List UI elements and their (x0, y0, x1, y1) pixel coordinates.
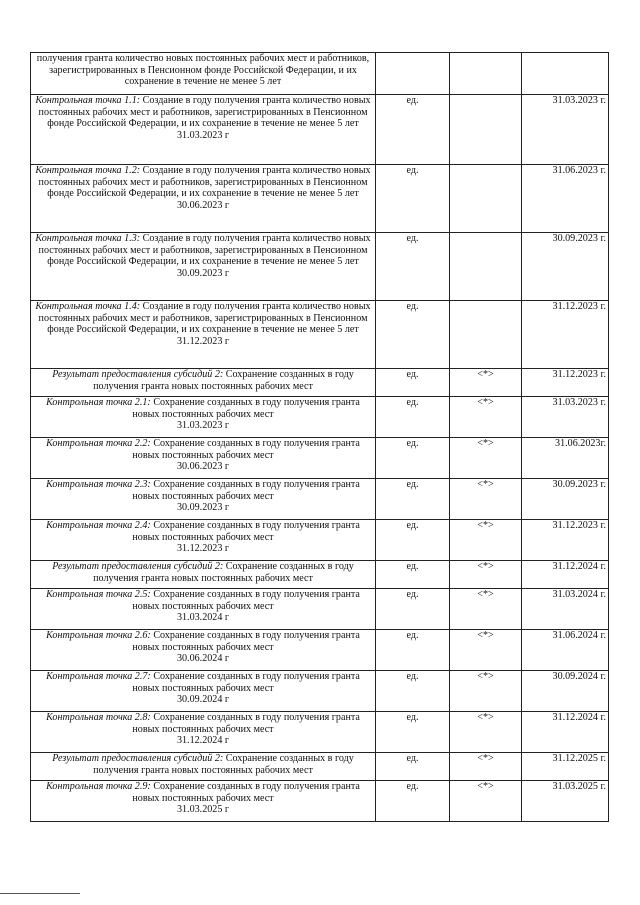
row-date: 31.03.2024 г. (522, 589, 609, 630)
row-label: Контрольная точка 2.5: (46, 589, 151, 600)
table-row (31, 712, 609, 753)
row-unit (376, 53, 450, 95)
row-text: Сохранение созданных в году получения гранта новых постоянных рабочих мест (132, 397, 360, 420)
row-text: Сохранение созданных в году получения гранта новых постоянных рабочих мест (132, 589, 360, 612)
row-value: <*> (450, 369, 522, 397)
row-deadline: 31.03.2025 г (176, 804, 230, 816)
row-unit: ед. (376, 479, 450, 520)
row-description (31, 438, 376, 479)
table-row (31, 589, 609, 630)
row-unit: ед. (376, 301, 450, 369)
table-row (31, 397, 609, 438)
row-description (31, 369, 376, 397)
indicators-table (30, 52, 609, 822)
row-date: 31.03.2025 г. (522, 781, 609, 822)
row-unit: ед. (376, 520, 450, 561)
row-date: 30.09.2023 г. (522, 233, 609, 301)
row-deadline: 31.12.2023 г (176, 335, 230, 347)
row-value: <*> (450, 438, 522, 479)
row-deadline: 30.09.2023 г (176, 267, 230, 279)
row-deadline: 31.03.2023 г (176, 420, 230, 432)
row-value: <*> (450, 630, 522, 671)
table-row (31, 671, 609, 712)
row-date: 31.12.2023 г. (522, 301, 609, 369)
table-row (31, 165, 609, 233)
table-row (31, 520, 609, 561)
row-text: Сохранение созданных в году получения гранта новых постоянных рабочих мест (132, 479, 360, 502)
row-text: Сохранение созданных в году получения гранта новых постоянных рабочих мест (132, 438, 360, 461)
row-date: 31.12.2024 г. (522, 712, 609, 753)
row-value: <*> (450, 671, 522, 712)
row-date: 31.12.2024 г. (522, 561, 609, 589)
row-unit: ед. (376, 438, 450, 479)
row-label: Результат предоставления субсидий 2: (52, 561, 224, 572)
row-date: 30.09.2024 г. (522, 671, 609, 712)
row-value (450, 233, 522, 301)
row-date: 31.12.2025 г. (522, 753, 609, 781)
row-date: 31.06.2024 г. (522, 630, 609, 671)
row-value: <*> (450, 479, 522, 520)
row-label: Контрольная точка 2.6: (46, 630, 151, 641)
row-date: 31.12.2023 г. (522, 369, 609, 397)
table-row (31, 53, 609, 95)
row-date: 30.09.2023 г. (522, 479, 609, 520)
row-text: Создание в году получения гранта количество новых постоянных рабочих мест и работников, зарегистрированных в Пенсионном фонде Российской Федерации, и их сохранение в течение не менее 5 лет (38, 233, 371, 268)
row-text: Создание в году получения гранта количество новых постоянных рабочих мест и работников, зарегистрированных в Пенсионном фонде Российской Федерации, и их сохранение в течение не менее 5 лет (38, 95, 371, 130)
table-body (31, 53, 609, 822)
row-description (31, 561, 376, 589)
row-deadline: 30.09.2023 г (176, 502, 230, 514)
row-text: Создание в году получения гранта количество новых постоянных рабочих мест и работников, зарегистрированных в Пенсионном фонде Российской Федерации, и их сохранение в течение не менее 5 лет (38, 301, 371, 336)
row-unit: ед. (376, 630, 450, 671)
table-row (31, 95, 609, 165)
row-description (31, 520, 376, 561)
row-text: Сохранение созданных в году получения гранта новых постоянных рабочих мест (132, 671, 360, 694)
row-value (450, 165, 522, 233)
row-unit: ед. (376, 753, 450, 781)
table-row (31, 561, 609, 589)
row-description (31, 301, 376, 369)
row-value: <*> (450, 781, 522, 822)
row-description (31, 479, 376, 520)
row-label: Контрольная точка 2.9: (46, 781, 151, 792)
footnote-rule (0, 893, 80, 894)
row-description (31, 589, 376, 630)
row-label: Результат предоставления субсидий 2: (52, 753, 224, 764)
row-deadline: 30.06.2023 г (176, 461, 230, 473)
table-row (31, 438, 609, 479)
row-date: 31.06.2023г. (522, 438, 609, 479)
row-unit: ед. (376, 781, 450, 822)
row-description (31, 165, 376, 233)
row-description (31, 397, 376, 438)
row-text: Сохранение созданных в году получения гранта новых постоянных рабочих мест (132, 520, 360, 543)
row-label: Контрольная точка 1.4: (35, 301, 141, 312)
row-label: Контрольная точка 2.8: (46, 712, 151, 723)
row-unit: ед. (376, 561, 450, 589)
row-description (31, 233, 376, 301)
row-label: Контрольная точка 2.4: (46, 520, 151, 531)
row-unit: ед. (376, 712, 450, 753)
row-value: <*> (450, 753, 522, 781)
row-unit: ед. (376, 369, 450, 397)
row-text: получения гранта количество новых постоянных рабочих мест и работников, зарегистрированных в Пенсионном фонде Российской Федерации, и их сохранение в течение не менее 5 лет (36, 53, 370, 88)
row-value: <*> (450, 561, 522, 589)
row-label: Результат предоставления субсидий 2: (52, 369, 224, 380)
table-row (31, 233, 609, 301)
row-unit: ед. (376, 589, 450, 630)
row-value: <*> (450, 520, 522, 561)
row-description (31, 712, 376, 753)
row-description (31, 95, 376, 165)
row-label: Контрольная точка 1.1: (35, 95, 141, 106)
row-label: Контрольная точка 2.3: (46, 479, 151, 490)
row-date: 31.12.2023 г. (522, 520, 609, 561)
row-deadline: 30.09.2024 г (176, 694, 230, 706)
row-description (31, 630, 376, 671)
row-description (31, 53, 376, 95)
row-unit: ед. (376, 397, 450, 438)
row-label: Контрольная точка 1.2: (35, 165, 141, 176)
row-text: Сохранение созданных в году получения гранта новых постоянных рабочих мест (132, 630, 360, 653)
row-text: Создание в году получения гранта количество новых постоянных рабочих мест и работников, зарегистрированных в Пенсионном фонде Российской Федерации, и их сохранение в течение не менее 5 лет (38, 165, 371, 200)
row-date: 31.06.2023 г. (522, 165, 609, 233)
table-row (31, 301, 609, 369)
row-value (450, 95, 522, 165)
row-text: Сохранение созданных в году получения гранта новых постоянных рабочих мест (93, 369, 354, 392)
row-text: Сохранение созданных в году получения гранта новых постоянных рабочих мест (93, 753, 354, 776)
row-date (522, 53, 609, 95)
row-description (31, 671, 376, 712)
row-unit: ед. (376, 233, 450, 301)
row-value: <*> (450, 712, 522, 753)
row-value: <*> (450, 397, 522, 438)
table-row (31, 781, 609, 822)
row-text: Сохранение созданных в году получения гранта новых постоянных рабочих мест (93, 561, 354, 584)
row-unit: ед. (376, 671, 450, 712)
row-label: Контрольная точка 2.1: (46, 397, 151, 408)
row-value (450, 301, 522, 369)
row-deadline: 31.03.2024 г (176, 612, 230, 624)
row-unit: ед. (376, 95, 450, 165)
row-date: 31.03.2023 г. (522, 397, 609, 438)
row-deadline: 31.03.2023 г (176, 129, 230, 141)
table-row (31, 369, 609, 397)
row-text: Сохранение созданных в году получения гранта новых постоянных рабочих мест (132, 781, 360, 804)
row-label: Контрольная точка 2.7: (46, 671, 151, 682)
row-text: Сохранение созданных в году получения гранта новых постоянных рабочих мест (132, 712, 360, 735)
row-description (31, 753, 376, 781)
row-date: 31.03.2023 г. (522, 95, 609, 165)
row-deadline: 30.06.2023 г (176, 199, 230, 211)
table-row (31, 630, 609, 671)
document-page (30, 52, 608, 822)
row-label: Контрольная точка 1.3: (35, 233, 141, 244)
table-row (31, 753, 609, 781)
row-value (450, 53, 522, 95)
row-value: <*> (450, 589, 522, 630)
table-row (31, 479, 609, 520)
row-deadline: 30.06.2024 г (176, 653, 230, 665)
row-label: Контрольная точка 2.2: (46, 438, 151, 449)
row-unit: ед. (376, 165, 450, 233)
row-description (31, 781, 376, 822)
row-deadline: 31.12.2024 г (176, 735, 230, 747)
row-deadline: 31.12.2023 г (176, 543, 230, 555)
